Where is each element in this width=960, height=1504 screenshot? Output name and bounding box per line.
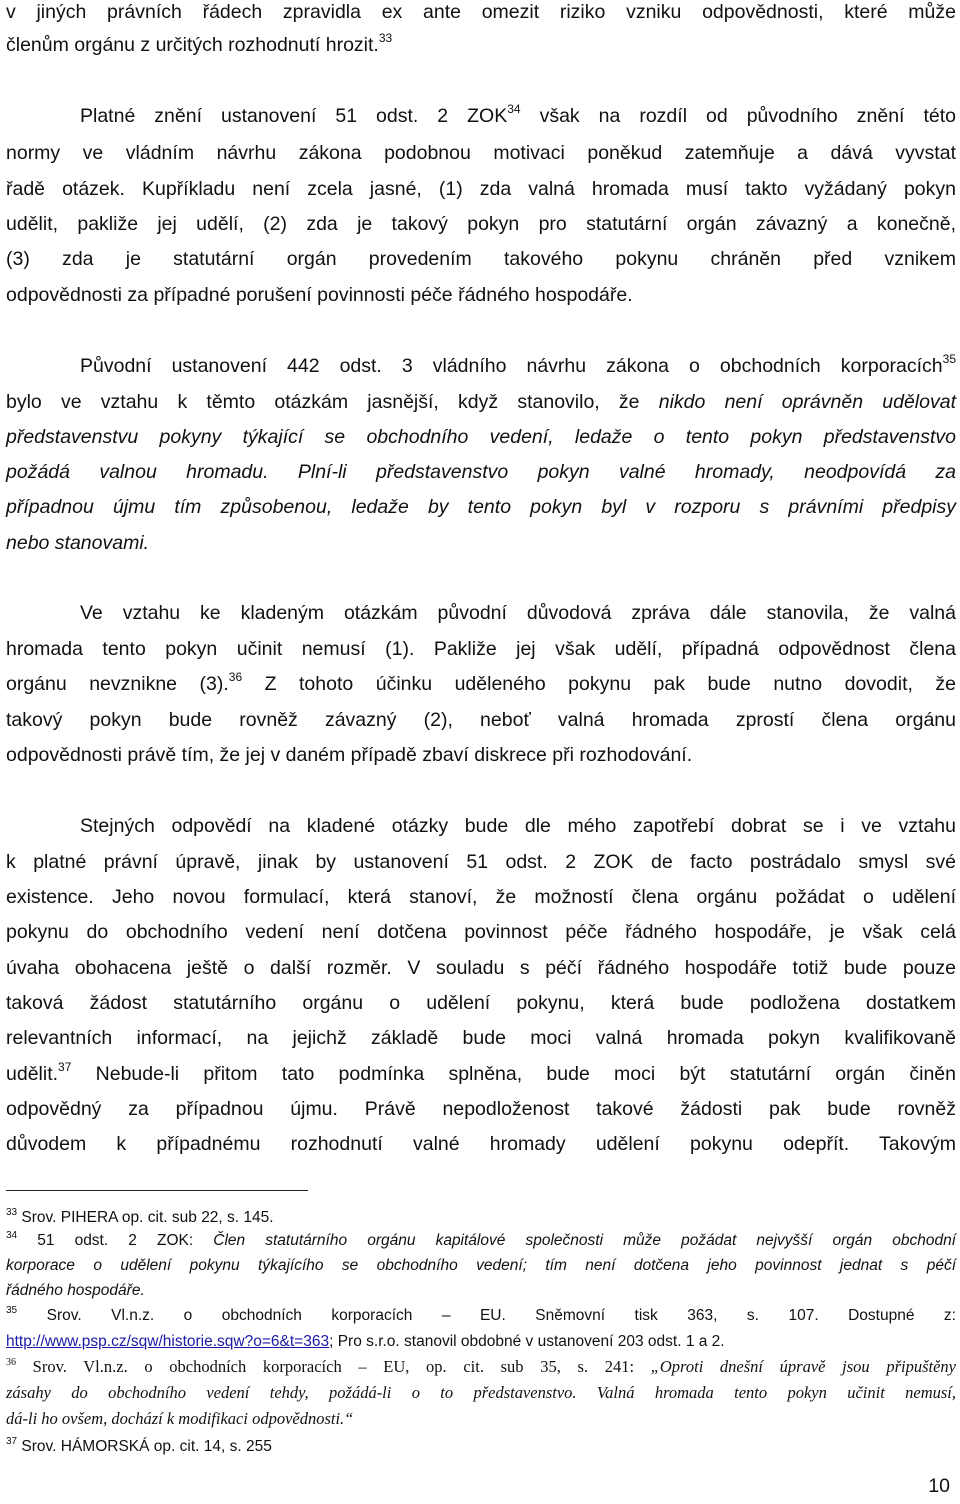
body-line: normy ve vládním návrhu zákona podobnou motivaci poněkud zatemňuje a dává vyvstat bbox=[6, 142, 956, 164]
body-line: Stejných odpovědí na kladené otázky bude dle mého zapotřebí dobrat se i ve vztahu bbox=[80, 815, 956, 837]
footnote-separator bbox=[6, 1190, 308, 1191]
footnote-34 bbox=[6, 1231, 956, 1251]
text-run: udělit. bbox=[6, 1063, 59, 1085]
footnote-number: 37 bbox=[6, 1436, 18, 1447]
quote-line: nebo stanovami. bbox=[6, 532, 150, 554]
body-line: důvodem k případnému rozhodnutí valné hromady udělení pokynu odepřít. Takovým bbox=[6, 1133, 956, 1155]
body-line: k platné právní úpravě, jinak by ustanovení 51 odst. 2 ZOK de facto postrádalo smysl své bbox=[6, 851, 956, 873]
footnote-number: 33 bbox=[6, 1207, 18, 1218]
body-line: existence. Jeho novou formulací, která stanoví, že možností člena orgánu požádat o udělení bbox=[6, 886, 956, 908]
body-line: relevantních informací, na jejichž základě bude moci valná hromada pokyn kvalifikovaně bbox=[6, 1027, 956, 1049]
quote-line: případnou újmu tím způsobenou, ledaže by tento pokyn byl v rozporu s právními předpisy bbox=[6, 496, 956, 518]
footnote-33 bbox=[6, 1208, 956, 1228]
body-line: hromada tento pokyn učinit nemusí (1). Pakliže jej však udělí, případná odpovědnost člena bbox=[6, 638, 956, 660]
body-line: pokynu do obchodního vedení není dotčena povinnost péče řádného hospodáře, je však celá bbox=[6, 921, 956, 943]
text-run: Platné znění ustanovení 51 odst. 2 ZOK bbox=[80, 105, 508, 127]
body-line: (3) zda je statutární orgán provedením takového pokynu chráněn před vznikem bbox=[6, 248, 956, 270]
footnote-text: Srov. HÁMORSKÁ op. cit. 14, s. 255 bbox=[17, 1438, 272, 1455]
footnote-ref-33[interactable]: 33 bbox=[378, 31, 393, 45]
footnote-quote: Člen statutárního orgánu kapitálové společnosti může požádat nejvyšší orgán obchodní bbox=[213, 1232, 956, 1249]
body-line bbox=[80, 354, 956, 378]
footnote-text: 51 odst. 2 ZOK: bbox=[17, 1232, 214, 1249]
footnote-line: korporace o udělení pokynu týkajícího se obchodního vedení; tím není dotčena jeho povinnost jednat s péčí bbox=[6, 1257, 956, 1274]
body-line: v jiných právních řádech zpravidla ex ante omezit riziko vzniku odpovědnosti, které může bbox=[6, 1, 956, 23]
body-line: taková žádost statutárního orgánu o udělení pokynu, která bude podložena dostatkem bbox=[6, 992, 956, 1014]
footnote-text: Srov. Vl.n.z. o obchodních korporacích – EU, op. cit. sub 35, s. 241: bbox=[16, 1357, 651, 1376]
body-line: odpovědnosti právě tím, že jej v daném případě zbaví diskrece při rozhodování. bbox=[6, 744, 693, 766]
footnote-ref-36[interactable]: 36 bbox=[228, 670, 243, 684]
footnote-number: 36 bbox=[6, 1357, 16, 1368]
body-line bbox=[6, 1062, 956, 1086]
body-line bbox=[6, 672, 956, 696]
footnote-quote: „Oproti dnešní úpravě jsou připuštěny bbox=[650, 1357, 956, 1376]
body-line: takový pokyn bude rovněž závazný (2), neboť valná hromada zprostí člena orgánu bbox=[6, 709, 956, 731]
body-line: odpovědnosti za případné porušení povinnosti péče řádného hospodáře. bbox=[6, 284, 633, 306]
footnote-37 bbox=[6, 1437, 956, 1457]
footnote-line bbox=[6, 1332, 956, 1352]
footnote-number: 34 bbox=[6, 1230, 18, 1241]
quote-line: představenstvu pokyny týkající se obchodního vedení, ledaže o tento pokyn představenstvo bbox=[6, 426, 956, 448]
body-line: udělit, pakliže jej udělí, (2) zda je takový pokyn pro statutární orgán závazný a konečně, bbox=[6, 213, 956, 235]
text-run: bylo ve vztahu k těmto otázkám jasnější, když stanovilo, že bbox=[6, 391, 659, 413]
page-number: 10 bbox=[928, 1475, 950, 1497]
body-line: Ve vztahu ke kladeným otázkám původní důvodová zpráva dále stanovila, že valná bbox=[80, 602, 956, 624]
footnote-text: Srov. PIHERA op. cit. sub 22, s. 145. bbox=[17, 1209, 274, 1226]
body-line bbox=[80, 104, 956, 128]
footnote-36 bbox=[6, 1357, 956, 1377]
text-run: orgánu nevznikne (3). bbox=[6, 673, 229, 695]
text-run: Z tohoto účinku uděleného pokynu pak bude nutno dovodit, že bbox=[242, 673, 956, 695]
footnote-line: dá-li ho ovšem, dochází k modifikaci odpovědnosti.“ bbox=[6, 1409, 354, 1428]
text-run: však na rozdíl od původního znění této bbox=[520, 105, 956, 127]
quote-line: požádá valnou hromadu. Plní-li představenstvo pokyn valné hromady, neodpovídá za bbox=[6, 461, 956, 483]
footnote-text: ; Pro s.r.o. stanovil obdobné v ustanovení 203 odst. 1 a 2. bbox=[329, 1333, 725, 1350]
text-run: Nebude-li přitom tato podmínka splněna, bude moci být statutární orgán činěn bbox=[71, 1063, 956, 1085]
footnote-ref-37[interactable]: 37 bbox=[58, 1060, 72, 1074]
body-line bbox=[6, 390, 956, 414]
footnote-line: zásahy do obchodního vedení tehdy, požádá-li o to představenstvo. Valná hromada tento pokyn učinit nemusí, bbox=[6, 1383, 956, 1402]
body-line bbox=[6, 33, 956, 57]
body-line: úvaha obohacena ještě o další rozměr. V souladu s péčí řádného hospodáře totiž bude pouze bbox=[6, 957, 956, 979]
text-run: členům orgánu z určitých rozhodnutí hrozit. bbox=[6, 34, 379, 56]
text-run: Původní ustanovení 442 odst. 3 vládního návrhu zákona o obchodních korporacích bbox=[80, 355, 943, 377]
footnote-line: řádného hospodáře. bbox=[6, 1282, 145, 1299]
footnote-text: Srov. Vl.n.z. o obchodních korporacích – EU. Sněmovní tisk 363, s. 107. Dostupné z: bbox=[46, 1307, 956, 1324]
body-line: řadě otázek. Kupříkladu není zcela jasné, (1) zda valná hromada musí takto vyžádaný pokyn bbox=[6, 178, 956, 200]
footnote-ref-34[interactable]: 34 bbox=[507, 102, 521, 116]
footnote-35 bbox=[6, 1306, 956, 1326]
quote-run: nikdo není oprávněn udělovat bbox=[658, 391, 956, 413]
source-link[interactable]: http://www.psp.cz/sqw/historie.sqw?o=6&t=363 bbox=[6, 1333, 330, 1350]
body-line: odpovědný za případnou újmu. Právě nepodloženost takové žádosti pak bude rovněž bbox=[6, 1098, 956, 1120]
footnote-ref-35[interactable]: 35 bbox=[942, 352, 956, 366]
footnote-number: 35 bbox=[6, 1305, 18, 1316]
